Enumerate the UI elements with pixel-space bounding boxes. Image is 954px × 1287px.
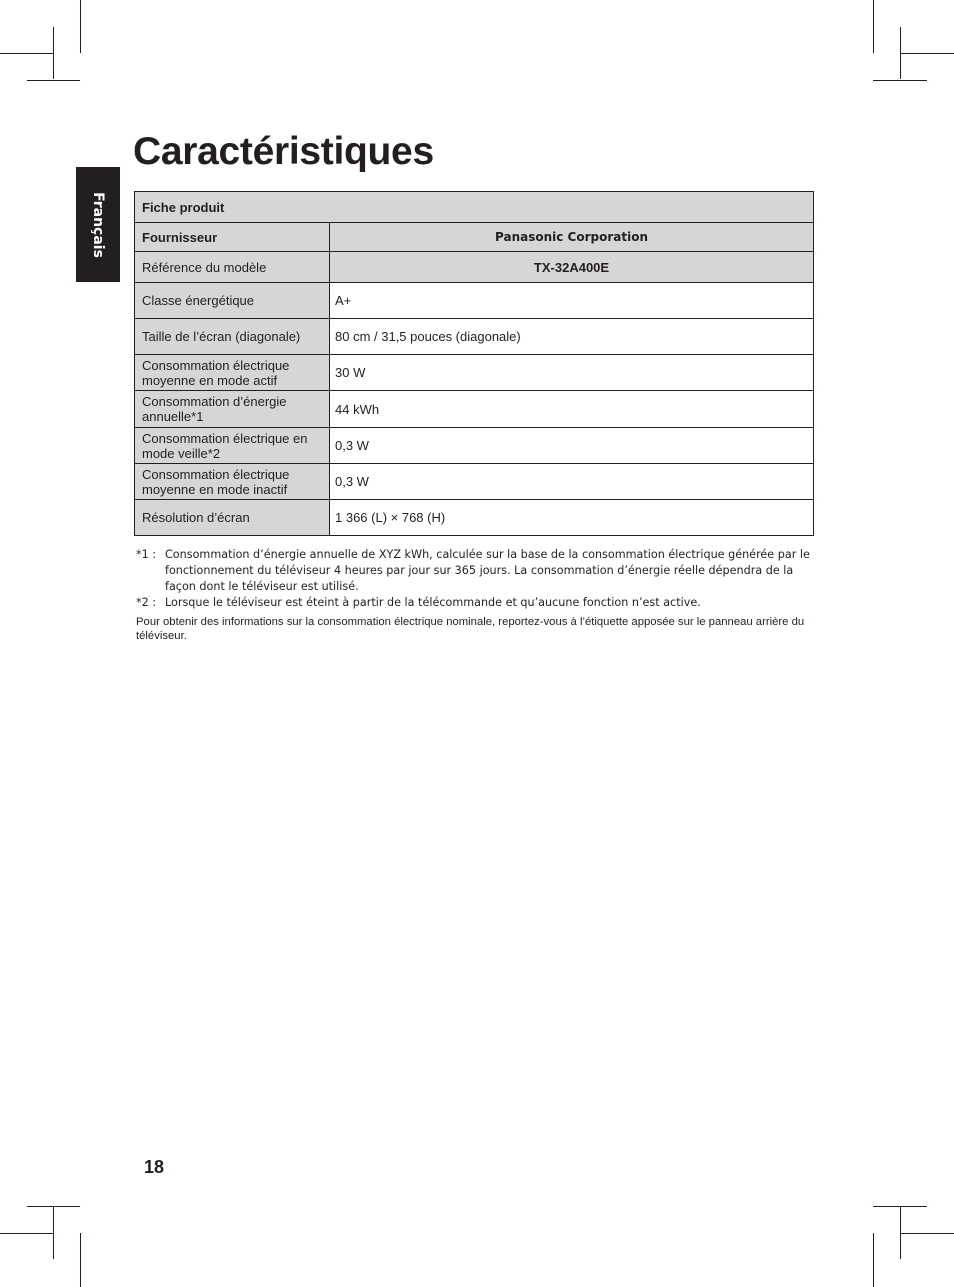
- footnote: [136, 547, 814, 595]
- footnote: [136, 595, 814, 611]
- row-label: Fournisseur: [135, 223, 330, 252]
- row-label: Classe énergétique: [135, 283, 330, 319]
- table-row: [135, 500, 814, 536]
- footnote-text: Consommation d’énergie annuelle de XYZ kWh, calculée sur la base de la consommation électrique générée par le fonctionnement du téléviseur 4 heures par jour sur 365 jours. La consommation d’énergie réelle dépendra de la façon dont le téléviseur est utilisé.: [165, 548, 810, 593]
- table-row: [135, 283, 814, 319]
- table-header-row: [135, 192, 814, 223]
- crop-mark: [53, 27, 54, 79]
- row-value: 0,3 W: [330, 464, 814, 500]
- row-value: 30 W: [330, 355, 814, 391]
- crop-mark: [0, 1233, 53, 1234]
- crop-mark: [27, 80, 80, 81]
- crop-mark: [900, 1206, 901, 1259]
- row-label: Consommation d’énergie annuelle*1: [135, 391, 330, 428]
- table-row: [135, 464, 814, 500]
- row-value: 44 kWh: [330, 391, 814, 428]
- row-label: Taille de l’écran (diagonale): [135, 319, 330, 355]
- crop-mark: [900, 1233, 954, 1234]
- footnote-mark: *1 :: [136, 548, 157, 561]
- table-row: [135, 252, 814, 283]
- table-row: [135, 355, 814, 391]
- page-title: Caractéristiques: [133, 130, 434, 173]
- language-tab: [76, 167, 120, 282]
- nominal-consumption-note: Pour obtenir des informations sur la consommation électrique nominale, reportez-vous à l’étiquette apposée sur le panneau arrière du téléviseur.: [136, 616, 805, 642]
- table-row: [135, 319, 814, 355]
- crop-mark: [53, 1206, 54, 1259]
- language-tab-label: Français: [90, 191, 106, 258]
- row-value: 0,3 W: [330, 428, 814, 464]
- product-fiche-table: [134, 191, 814, 536]
- row-value: TX-32A400E: [330, 252, 814, 283]
- footnote-text: Lorsque le téléviseur est éteint à partir de la télécommande et qu’aucune fonction n’est active.: [165, 596, 701, 609]
- crop-mark: [873, 1206, 927, 1207]
- crop-mark: [873, 1233, 874, 1287]
- row-label: Référence du modèle: [135, 252, 330, 283]
- row-value: A+: [330, 283, 814, 319]
- crop-mark: [900, 27, 901, 79]
- crop-mark: [900, 53, 954, 54]
- row-value: 1 366 (L) × 768 (H): [330, 500, 814, 536]
- table-row: [135, 391, 814, 428]
- crop-mark: [873, 80, 927, 81]
- page-number: 18: [144, 1157, 165, 1177]
- crop-mark: [80, 1233, 81, 1287]
- row-label: Consommation électrique moyenne en mode actif: [135, 355, 330, 391]
- crop-mark: [873, 0, 874, 53]
- row-label: Consommation électrique moyenne en mode inactif: [135, 464, 330, 500]
- footnotes: [136, 547, 814, 611]
- crop-mark: [0, 53, 53, 54]
- crop-mark: [80, 0, 81, 53]
- table-row: [135, 223, 814, 252]
- table-header: Fiche produit: [135, 192, 814, 223]
- table-row: [135, 428, 814, 464]
- crop-mark: [27, 1206, 80, 1207]
- row-value: Panasonic Corporation: [330, 223, 814, 252]
- row-label: Consommation électrique en mode veille*2: [135, 428, 330, 464]
- footnote-mark: *2 :: [136, 596, 157, 609]
- row-label: Résolution d’écran: [135, 500, 330, 536]
- row-value: 80 cm / 31,5 pouces (diagonale): [330, 319, 814, 355]
